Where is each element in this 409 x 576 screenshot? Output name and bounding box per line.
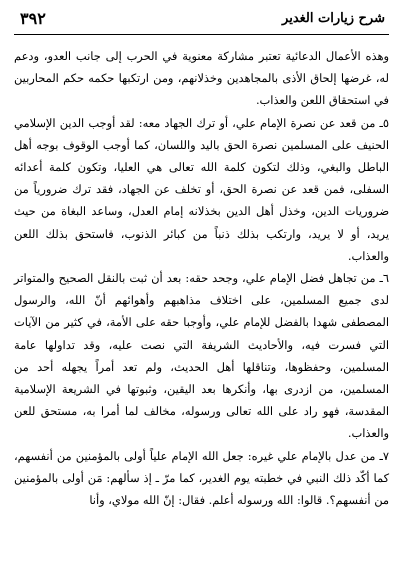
paragraph-propaganda: وهذه الأعمال الدعائية تعتبر مشاركة معنوية في الحرب إلى جانب العدو، ودعم له، غرضها إلحاق الأذى بالمجاهدين وخذلانهم، ومن ارتكبها حكمه حكم المحاربين في استحقاق اللعن والعذاب. — [14, 49, 389, 108]
page-number: ٣٩٢ — [20, 9, 46, 28]
running-title: شرح زيارات الغدير — [282, 11, 385, 26]
page-header — [14, 10, 389, 35]
document-page — [0, 10, 409, 576]
paragraph-point-6: ٦ـ من تجاهل فضل الإمام علي، وجحد حقه: بعد أن ثبت بالنقل الصحيح والمتواتر لدى جميع المسلمين، على اختلاف مذاهبهم وأهوائهم أنّ الله، والرسول المصطفى شهدا بالفضل للإمام علي، وأوجبا حقه على الأمة، في كثير من الآيات التي فسرت فيه، والأحاديث الشريفة التي نصت عليه، وقد تداولها عامة المسلمين، وحفظوها، وتناقلها أهل الحديث، ولم تعد أمراً يجهله أحد من المسلمين، من ازدرى بها، وأنكرها بعد اليقين، وثبوتها في الشريعة الإسلامية المقدسة، فهو راد على الله تعالى ورسوله، مخالف لما أمرا به، مستحق للعن والعذاب. — [14, 271, 389, 441]
paragraph-point-5: ٥ـ من قعد عن نصرة الإمام علي، أو ترك الجهاد معه: لقد أوجب الدين الإسلامي الحنيف على المسلمين نصرة الحق باليد واللسان، كما أوجب الوقوف بوجه أهل الباطل والبغي، وذلك لتكون كلمة الله تعالى هي العليا، وتكون كلمة أعدائه السفلى، فمن قعد عن نصرة الحق، أو تخلف عن الجهاد، فقد ترك ضرورياً من ضروريات الدين، وخذل أهل الدين بخذلانه إمام العدل، وساعد البغاة من حيث يريد، أو لا يريد، وارتكب بذلك ذنباً من كبائر الذنوب، فاستحق بذلك اللعن والعذاب. — [14, 115, 389, 263]
paragraph-point-7: ٧ـ من عدل بالإمام علي غيره: جعل الله الإمام علياً أولى بالمؤمنين من أنفسهم، كما أكّد ذلك النبي في خطبته يوم الغدير، كما مرّ ـ إذ سألهم: مَن أولى بالمؤمنين من أنفسهم؟. قالوا: الله ورسوله أعلم. فقال: إنّ الله مولاي، وأنا — [14, 448, 389, 508]
body-text — [14, 45, 389, 511]
